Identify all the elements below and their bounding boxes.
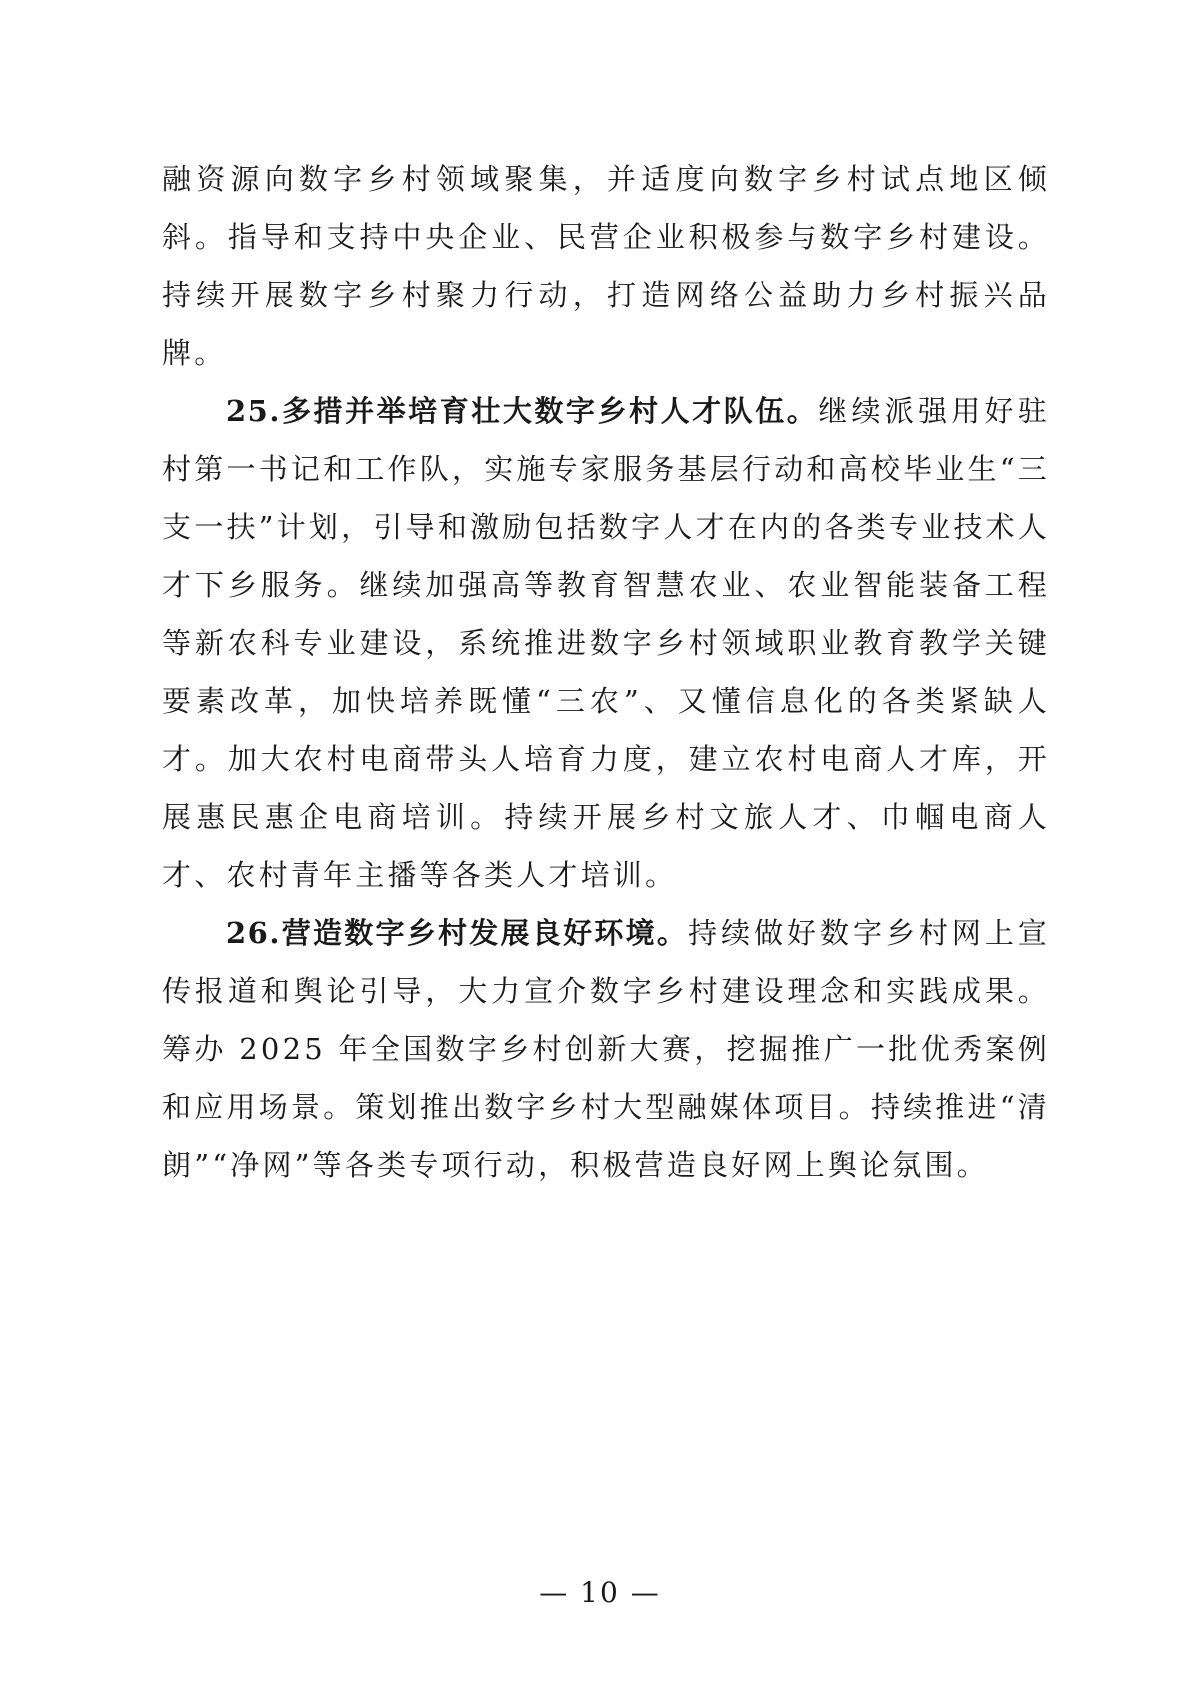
paragraph-continuation xyxy=(162,150,1050,382)
item-26-text: 持续做好数字乡村网上宣传报道和舆论引导，大力宣介数字乡村建设理念和实践成果。筹办 2025 年全国数字乡村创新大赛，挖掘推广一批优秀案例和应用场景。策划推出数字乡村大型融媒体项目。持续推进“清朗”“净网”等各类专项行动，积极营造良好网上舆论氛围。 xyxy=(162,916,1050,1182)
item-25-heading: 25.多措并举培育壮大数字乡村人才队伍。 xyxy=(226,394,819,428)
page-number: — 10 — xyxy=(539,1576,661,1609)
paragraph-item-25 xyxy=(162,382,1050,904)
item-26-heading: 26.营造数字乡村发展良好环境。 xyxy=(226,916,689,950)
paragraph-text: 融资源向数字乡村领域聚集，并适度向数字乡村试点地区倾斜。指导和支持中央企业、民营企业积极参与数字乡村建设。持续开展数字乡村聚力行动，打造网络公益助力乡村振兴品牌。 xyxy=(162,162,1050,370)
item-25-text: 继续派强用好驻村第一书记和工作队，实施专家服务基层行动和高校毕业生“三支一扶”计划，引导和激励包括数字人才在内的各类专业技术人才下乡服务。继续加强高等教育智慧农业、农业智能装备工程等新农科专业建设，系统推进数字乡村领域职业教育教学关键要素改革，加快培养既懂“三农”、又懂信息化的各类紧缺人才。加大农村电商带头人培育力度，建立农村电商人才库，开展惠民惠企电商培训。持续开展乡村文旅人才、巾帼电商人才、农村青年主播等各类人才培训。 xyxy=(162,394,1050,892)
document-body xyxy=(162,150,1050,1194)
paragraph-item-26 xyxy=(162,904,1050,1194)
